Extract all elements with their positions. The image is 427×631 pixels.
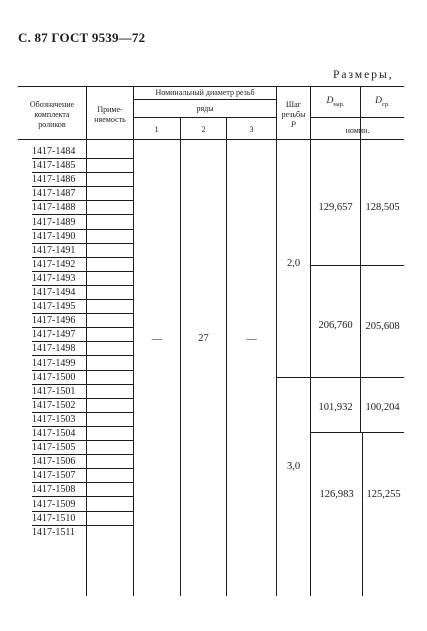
row1-dash: —	[151, 334, 163, 345]
designation-code: 1417-1494	[32, 287, 76, 298]
row-rule	[32, 426, 133, 427]
row-rule	[32, 214, 133, 215]
designation-code: 1417-1488	[32, 202, 76, 214]
row-rule	[32, 313, 133, 314]
row-rule	[32, 454, 133, 455]
designation-code: 1417-1511	[32, 526, 75, 538]
row-rule	[32, 299, 133, 300]
col-rule-7	[360, 86, 361, 432]
designation-code: 1417-1495	[32, 301, 76, 313]
table-top-rule	[18, 86, 404, 87]
row3-dash: —	[246, 334, 257, 345]
row-rule	[32, 257, 133, 258]
row2-diameter: 27	[198, 333, 209, 344]
col-rule-4	[226, 117, 227, 596]
designation-code: 1417-1508	[32, 484, 76, 496]
row-rule	[32, 482, 133, 483]
dnar-value-4: 126,983	[319, 489, 354, 500]
d-group-rule-2	[310, 432, 404, 433]
row-rule	[32, 525, 133, 526]
d-group-rule-1	[310, 265, 404, 266]
designation-code: 1417-1489	[32, 216, 76, 228]
col-rule-7b	[362, 432, 363, 596]
header-rows: ряды	[196, 104, 214, 113]
designation-code: 1417-1509	[32, 498, 76, 510]
header-diameter: Номинальный диаметр резьб	[155, 88, 255, 97]
header-nomin: номин.	[345, 126, 370, 135]
dnar-value-1: 129,657	[318, 202, 353, 213]
d-sub-rule	[310, 117, 404, 118]
row-rule	[32, 327, 133, 328]
pitch-value-a: 2,0	[286, 258, 301, 269]
designation-code: 1417-1507	[32, 470, 76, 482]
designation-code: 1417-1510	[32, 512, 76, 524]
designation-code: 1417-1496	[32, 315, 76, 327]
row-rule	[32, 271, 133, 272]
page-header: С. 87 ГОСТ 9539—72	[18, 30, 146, 45]
designation-code: 1417-1502	[32, 399, 76, 411]
col-rule-6	[310, 86, 311, 596]
row-rule	[32, 285, 133, 286]
designation-code: 1417-1501	[32, 385, 76, 397]
row-rule	[32, 341, 133, 342]
header-pitch: Шаг резьбы P	[281, 100, 306, 129]
dnar-value-2: 206,760	[318, 320, 353, 331]
table-header-rule	[18, 139, 404, 140]
header-dsr: $D_{ср.}$	[375, 96, 390, 108]
header-designation: Обозначение комплекта роликов	[29, 100, 75, 129]
row-rule	[32, 200, 133, 201]
dsr-value-4: 125,255	[366, 489, 401, 500]
designation-code: 1417-1497	[32, 329, 76, 341]
rows-sub-rule	[133, 117, 276, 118]
row-rule	[32, 172, 133, 173]
designation-code: 1417-1499	[32, 357, 76, 369]
designation-code: 1417-1491	[32, 244, 76, 256]
row-rule	[32, 384, 133, 385]
diameter-sub-rule	[133, 99, 276, 100]
row-rule	[32, 158, 133, 159]
designation-code: 1417-1500	[32, 371, 76, 383]
dsr-value-2: 205,608	[365, 321, 400, 332]
col-rule-5	[276, 86, 277, 596]
row-rule	[32, 370, 133, 371]
row-rule	[32, 186, 133, 187]
designation-code: 1417-1487	[32, 188, 76, 200]
header-row-2: 2	[201, 125, 206, 134]
header-row-1: 1	[154, 125, 159, 134]
row-rule	[32, 412, 133, 413]
designation-code: 1417-1490	[32, 230, 76, 242]
dsr-value-3: 100,204	[365, 402, 400, 413]
designation-code: 1417-1498	[32, 343, 76, 355]
dsr-value-1: 128,505	[365, 202, 400, 213]
designation-code: 1417-1505	[32, 442, 76, 454]
row-rule	[32, 398, 133, 399]
designation-code: 1417-1503	[32, 413, 76, 425]
row-rule	[32, 440, 133, 441]
table-caption: Размеры,	[333, 69, 394, 81]
row-rule	[32, 355, 133, 356]
designation-code: 1417-1484	[32, 146, 76, 157]
row-rule	[32, 229, 133, 230]
pitch-value-b: 3,0	[286, 461, 301, 472]
header-note: Приме- няемость	[94, 105, 126, 124]
row-rule	[32, 496, 133, 497]
designation-code: 1417-1504	[32, 428, 76, 439]
designation-code: 1417-1485	[32, 160, 76, 172]
row-rule	[32, 243, 133, 244]
header-row-3: 3	[249, 125, 254, 134]
designation-code: 1417-1506	[32, 456, 76, 468]
dnar-value-3: 101,932	[318, 402, 353, 413]
designation-code: 1417-1492	[32, 258, 76, 270]
pitch-group-rule	[276, 377, 404, 378]
designation-code: 1417-1486	[32, 174, 76, 186]
row-rule	[32, 468, 133, 469]
designation-code: 1417-1493	[32, 272, 76, 284]
col-rule-3	[180, 117, 181, 596]
header-dnar: $D_{нар.}$	[326, 96, 345, 108]
row-rule	[32, 511, 133, 512]
